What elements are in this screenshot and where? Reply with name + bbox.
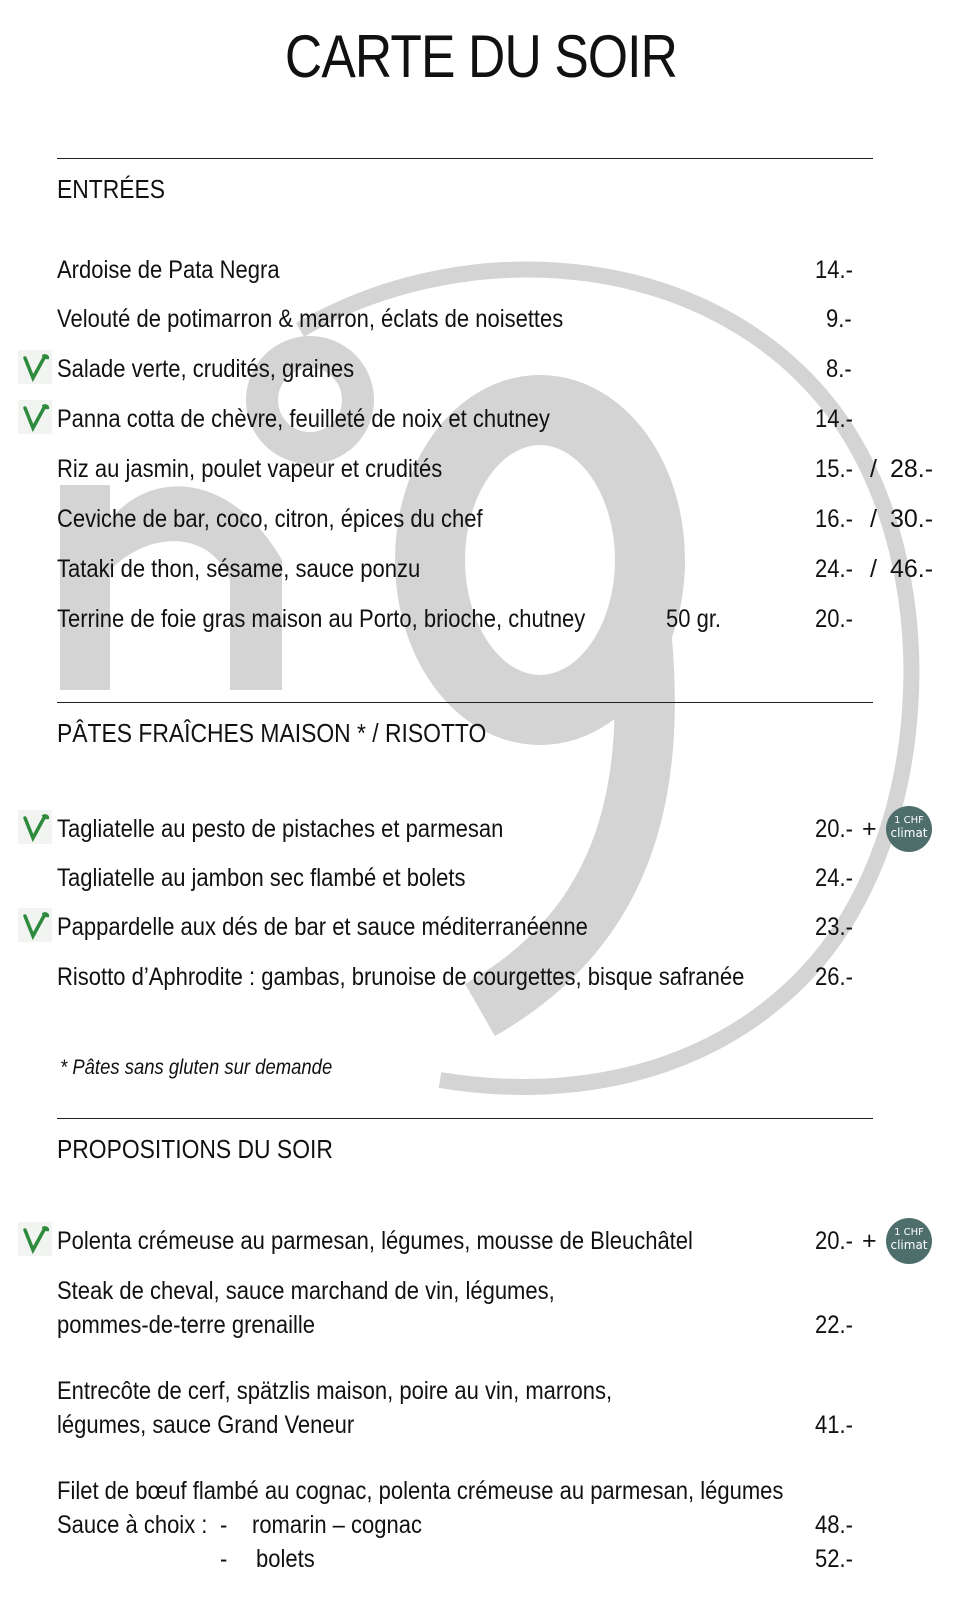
menu-item: Salade verte, crudités, graines bbox=[57, 355, 355, 383]
climate-badge-icon bbox=[886, 806, 932, 852]
sauce-option: romarin – cognac bbox=[252, 1511, 422, 1539]
menu-item: Tataki de thon, sésame, sauce ponzu bbox=[57, 555, 421, 583]
climate-badge-label: climat bbox=[890, 826, 928, 840]
item-price: 14.- bbox=[815, 405, 853, 433]
item-price: 9.- bbox=[826, 305, 852, 333]
menu-item: Riz au jasmin, poulet vapeur et crudités bbox=[57, 455, 443, 483]
item-price: 26.- bbox=[815, 963, 853, 991]
sauce-option-dash: - bbox=[220, 1511, 228, 1539]
sauce-option: bolets bbox=[256, 1545, 315, 1573]
vegetarian-icon bbox=[18, 400, 52, 434]
menu-item: Ceviche de bar, coco, citron, épices du chef bbox=[57, 505, 483, 533]
menu-item: Pappardelle aux dés de bar et sauce méditerranéenne bbox=[57, 913, 588, 941]
section-title-pates: PÂTES FRAÎCHES MAISON * / RISOTTO bbox=[57, 718, 487, 748]
page-title: CARTE DU SOIR bbox=[284, 23, 678, 90]
menu-item: Panna cotta de chèvre, feuilleté de noix et chutney bbox=[57, 405, 550, 433]
climate-badge-label: climat bbox=[890, 1238, 928, 1252]
menu-item: Terrine de foie gras maison au Porto, brioche, chutney bbox=[57, 605, 586, 633]
item-price: 14.- bbox=[815, 256, 853, 284]
climate-badge-amount: 1 CHF bbox=[894, 1227, 924, 1238]
sauce-label: Sauce à choix : bbox=[57, 1511, 208, 1539]
divider bbox=[57, 158, 873, 159]
item-price-small: 16.- bbox=[815, 505, 853, 533]
price-separator: / bbox=[870, 555, 877, 583]
item-price: 24.- bbox=[815, 864, 853, 892]
menu-item: Velouté de potimarron & marron, éclats de noisettes bbox=[57, 305, 564, 333]
item-price-small: 15.- bbox=[815, 455, 853, 483]
menu-item: Ardoise de Pata Negra bbox=[57, 256, 280, 284]
section-title-propositions: PROPOSITIONS DU SOIR bbox=[57, 1134, 333, 1164]
menu-item: Tagliatelle au pesto de pistaches et parmesan bbox=[57, 815, 504, 843]
menu-item: Tagliatelle au jambon sec flambé et bolets bbox=[57, 864, 466, 892]
divider bbox=[57, 1118, 873, 1119]
plus-sign: + bbox=[862, 1227, 877, 1255]
vegetarian-icon bbox=[18, 350, 52, 384]
item-price: 20.- bbox=[815, 815, 853, 843]
menu-item-line: Entrecôte de cerf, spätzlis maison, poire au vin, marrons, bbox=[57, 1377, 613, 1405]
menu-item: Polenta crémeuse au parmesan, légumes, mousse de Bleuchâtel bbox=[57, 1227, 693, 1255]
item-price-small: 24.- bbox=[815, 555, 853, 583]
item-price: 22.- bbox=[815, 1311, 853, 1339]
section-title-entrees: ENTRÉES bbox=[57, 174, 166, 204]
menu-item-line: Filet de bœuf flambé au cognac, polenta crémeuse au parmesan, légumes bbox=[57, 1477, 784, 1505]
climate-badge-icon bbox=[886, 1218, 932, 1264]
vegetarian-icon bbox=[18, 810, 52, 844]
item-price: 52.- bbox=[815, 1545, 853, 1573]
item-price: 20.- bbox=[815, 1227, 853, 1255]
item-price: 8.- bbox=[826, 355, 852, 383]
item-weight: 50 gr. bbox=[666, 605, 722, 633]
price-separator: / bbox=[870, 455, 877, 483]
item-price: 41.- bbox=[815, 1411, 853, 1439]
menu-item-line: légumes, sauce Grand Veneur bbox=[57, 1411, 355, 1439]
divider bbox=[57, 702, 873, 703]
item-price-large: 28.- bbox=[890, 455, 934, 483]
item-price: 48.- bbox=[815, 1511, 853, 1539]
menu-item-line: pommes-de-terre grenaille bbox=[57, 1311, 316, 1339]
climate-badge-amount: 1 CHF bbox=[894, 815, 924, 826]
item-price: 20.- bbox=[815, 605, 853, 633]
item-price-large: 30.- bbox=[890, 505, 934, 533]
menu-item: Risotto d’Aphrodite : gambas, brunoise de courgettes, bisque safranée bbox=[57, 963, 745, 991]
menu-item-line: Steak de cheval, sauce marchand de vin, légumes, bbox=[57, 1277, 555, 1305]
item-price: 23.- bbox=[815, 913, 853, 941]
gluten-free-note: * Pâtes sans gluten sur demande bbox=[60, 1056, 333, 1079]
vegetarian-icon bbox=[18, 908, 52, 942]
plus-sign: + bbox=[862, 815, 877, 843]
sauce-option-dash: - bbox=[220, 1545, 228, 1573]
price-separator: / bbox=[870, 505, 877, 533]
item-price-large: 46.- bbox=[890, 555, 934, 583]
vegetarian-icon bbox=[18, 1222, 52, 1256]
